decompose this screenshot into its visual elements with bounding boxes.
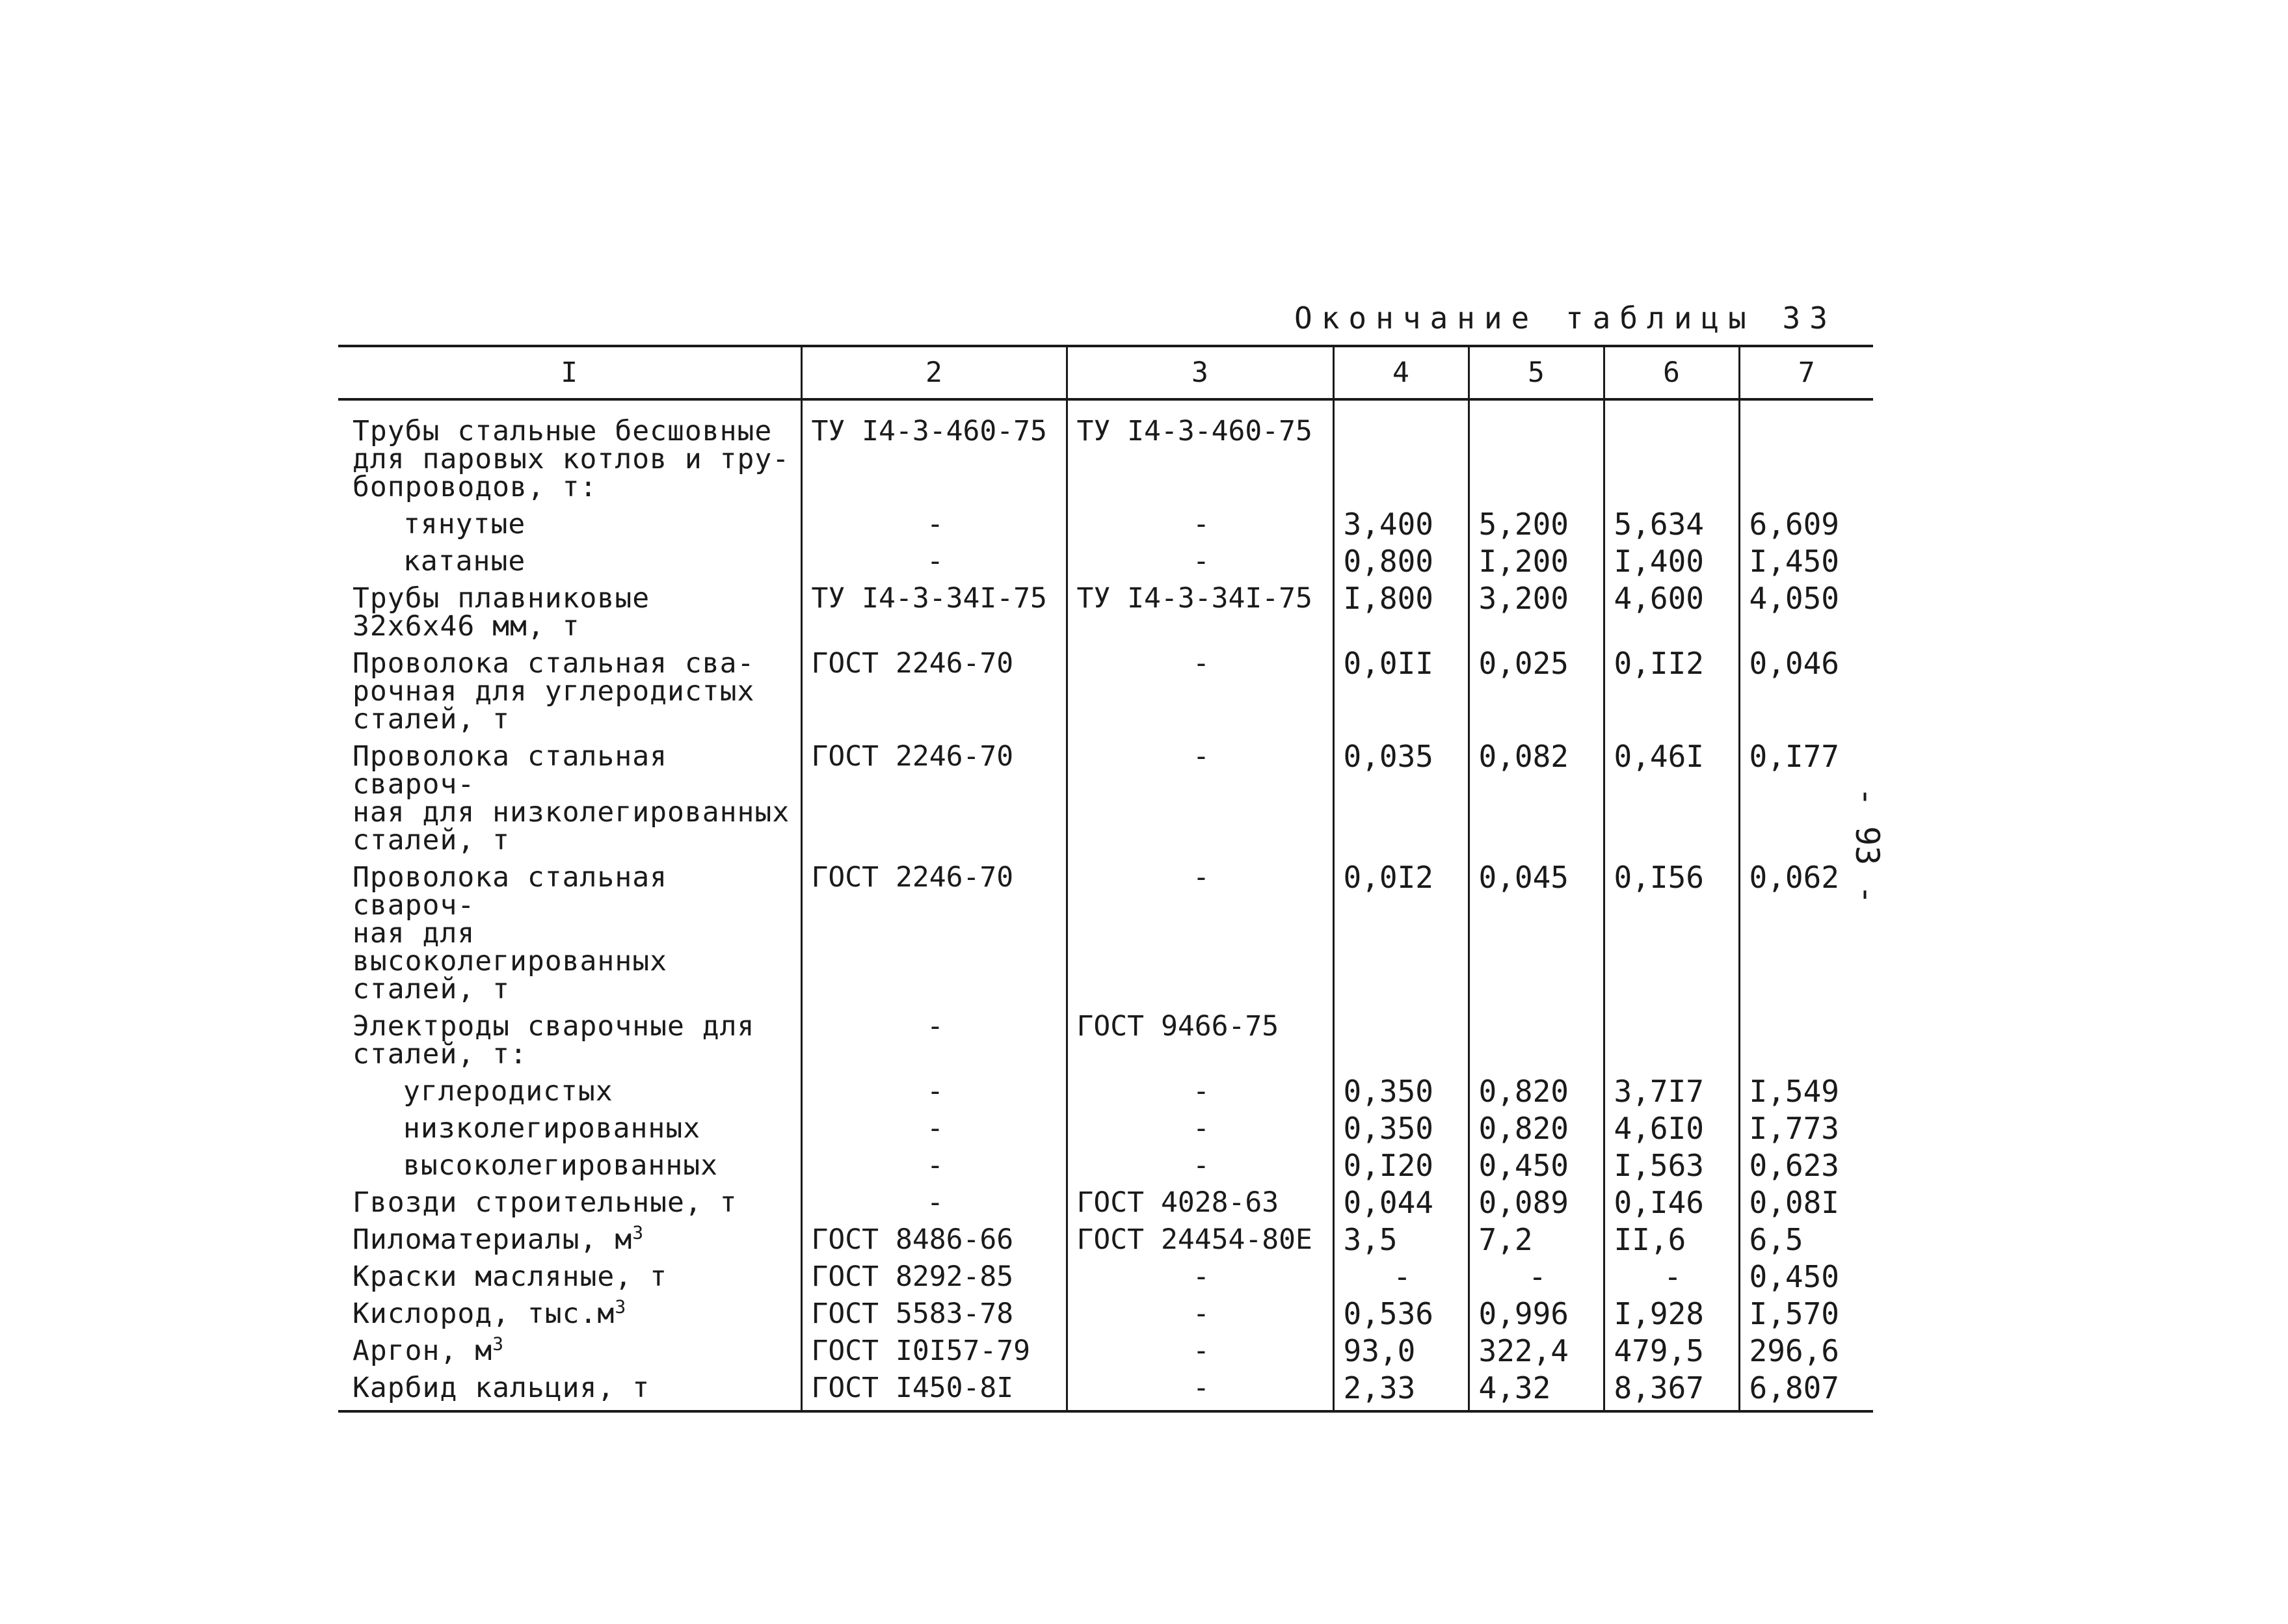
value-cell: 0,0II [1333,646,1469,739]
row-name: катаные [403,545,526,578]
value-cell [1604,1009,1739,1074]
row-name-cell [338,1370,801,1411]
value-cell: 322,4 [1469,1333,1604,1370]
standard-cell: ТУ I4-3-460-75 [801,399,1067,507]
table-caption: Окончание таблицы 33 [1294,300,1837,336]
standard-cell: - [1067,1333,1333,1370]
value-cell: 0,025 [1469,646,1604,739]
row-name: высоколегированных [403,1149,718,1182]
value-cell: 0,044 [1333,1185,1469,1222]
row-name: Гвозди строительные, т [353,1186,738,1219]
table-row [338,1222,1873,1259]
row-name-cell [338,1333,801,1370]
table-row [338,581,1873,646]
value-cell: 296,6 [1739,1333,1873,1370]
standard-cell: ТУ I4-3-460-75 [1067,399,1333,507]
standard-cell: ГОСТ 5583-78 [801,1296,1067,1333]
table-row [338,1074,1873,1111]
standard-cell: - [801,1009,1067,1074]
value-cell: 4,6I0 [1604,1111,1739,1148]
table-row [338,507,1873,544]
standard-cell: ТУ I4-3-34I-75 [801,581,1067,646]
value-cell: 0,623 [1739,1148,1873,1185]
table-row [338,646,1873,739]
row-name-cell [338,860,801,1009]
value-cell: 7,2 [1469,1222,1604,1259]
value-cell: 6,5 [1739,1222,1873,1259]
value-cell: 0,350 [1333,1111,1469,1148]
standard-cell: - [1067,1074,1333,1111]
standard-cell: - [1067,1296,1333,1333]
value-cell: 0,800 [1333,544,1469,581]
unit-superscript: 3 [492,1333,504,1355]
value-cell: 0,I77 [1739,739,1873,860]
value-cell: 0,062 [1739,860,1873,1009]
row-name-cell [338,1111,801,1148]
row-name: низколегированных [403,1112,701,1145]
standard-cell: - [1067,1111,1333,1148]
value-cell: 3,7I7 [1604,1074,1739,1111]
row-name: Проволока стальная свароч- ная для высоколегированных сталей, т [353,861,667,1005]
row-name-cell [338,1259,801,1296]
value-cell: 479,5 [1604,1333,1739,1370]
page-number: - 93 - [1848,787,1886,905]
value-cell: I,400 [1604,544,1739,581]
value-cell: 0,II2 [1604,646,1739,739]
standard-cell: - [1067,507,1333,544]
standard-cell: - [1067,739,1333,860]
value-cell: 0,046 [1739,646,1873,739]
standard-cell: - [801,544,1067,581]
value-cell: 0,082 [1469,739,1604,860]
value-cell: I,200 [1469,544,1604,581]
standard-cell: ГОСТ 8486-66 [801,1222,1067,1259]
standard-cell: - [801,1148,1067,1185]
value-cell: 6,609 [1739,507,1873,544]
column-header: 5 [1469,346,1604,399]
value-cell: 0,08I [1739,1185,1873,1222]
standard-cell: ГОСТ I450-8I [801,1370,1067,1411]
row-name-cell [338,1296,801,1333]
row-name-cell [338,1222,801,1259]
value-cell: 4,050 [1739,581,1873,646]
value-cell: I,928 [1604,1296,1739,1333]
standard-cell: - [1067,1148,1333,1185]
table-row [338,544,1873,581]
value-cell: I,773 [1739,1111,1873,1148]
row-name: Краски масляные, т [353,1260,667,1293]
table-row [338,1370,1873,1411]
value-cell: 93,0 [1333,1333,1469,1370]
row-name-cell [338,544,801,581]
row-name-cell [338,1074,801,1111]
table-row [338,1296,1873,1333]
standard-cell: - [1067,544,1333,581]
standard-cell: - [1067,1370,1333,1411]
table-row [338,739,1873,860]
value-cell: 0,350 [1333,1074,1469,1111]
row-name: тянутые [403,508,526,540]
column-header: 7 [1739,346,1873,399]
materials-table [338,345,1873,1413]
standard-cell: ГОСТ 2246-70 [801,739,1067,860]
value-cell: 5,200 [1469,507,1604,544]
column-header: 4 [1333,346,1469,399]
value-cell: 0,46I [1604,739,1739,860]
value-cell: 4,600 [1604,581,1739,646]
value-cell: 5,634 [1604,507,1739,544]
value-cell: I,549 [1739,1074,1873,1111]
value-cell: 6,807 [1739,1370,1873,1411]
row-name: Электроды сварочные для сталей, т: [353,1010,755,1071]
table-row [338,1009,1873,1074]
standard-cell: ГОСТ 9466-75 [1067,1009,1333,1074]
value-cell: 4,32 [1469,1370,1604,1411]
value-cell: 0,450 [1469,1148,1604,1185]
value-cell: 0,0I2 [1333,860,1469,1009]
standard-cell: ГОСТ I0I57-79 [801,1333,1067,1370]
column-header: I [338,346,801,399]
row-name: Пиломатериалы, м [353,1223,633,1256]
table-row [338,1185,1873,1222]
table-row [338,1333,1873,1370]
value-cell: 0,536 [1333,1296,1469,1333]
value-cell: 0,I46 [1604,1185,1739,1222]
value-cell: 0,045 [1469,860,1604,1009]
value-cell [1739,399,1873,507]
row-name: Кислород, тыс.м [353,1298,615,1330]
row-name-cell [338,646,801,739]
table-row [338,1111,1873,1148]
value-cell: 3,200 [1469,581,1604,646]
unit-superscript: 3 [615,1296,627,1318]
row-name: Карбид кальция, т [353,1372,650,1404]
standard-cell: - [1067,1259,1333,1296]
table-row [338,399,1873,507]
row-name: углеродистых [403,1075,613,1108]
row-name-cell [338,399,801,507]
row-name: Проволока стальная сва- рочная для углеродистых сталей, т [353,647,755,736]
column-header: 6 [1604,346,1739,399]
unit-superscript: 3 [632,1221,645,1244]
standard-cell: ГОСТ 2246-70 [801,646,1067,739]
value-cell: I,570 [1739,1296,1873,1333]
value-cell: 0,089 [1469,1185,1604,1222]
standard-cell: ГОСТ 24454-80Е [1067,1222,1333,1259]
table-row [338,1148,1873,1185]
standard-cell: - [801,1185,1067,1222]
standard-cell: - [1067,860,1333,1009]
value-cell: 2,33 [1333,1370,1469,1411]
row-name-cell [338,1185,801,1222]
value-cell: 0,820 [1469,1074,1604,1111]
table-row [338,860,1873,1009]
value-cell: 3,5 [1333,1222,1469,1259]
value-cell: - [1469,1259,1604,1296]
row-name: Трубы плавниковые 32х6х46 мм, т [353,582,650,643]
standard-cell: - [1067,646,1333,739]
standard-cell: ГОСТ 2246-70 [801,860,1067,1009]
row-name: Проволока стальная свароч- ная для низколегированных сталей, т [353,740,790,857]
value-cell [1469,1009,1604,1074]
table [338,345,1873,1413]
row-name-cell [338,1009,801,1074]
standard-cell: - [801,507,1067,544]
column-header: 2 [801,346,1067,399]
value-cell: I,450 [1739,544,1873,581]
value-cell: I,800 [1333,581,1469,646]
value-cell: 0,035 [1333,739,1469,860]
row-name-cell [338,581,801,646]
row-name: Аргон, м [353,1335,493,1367]
value-cell: I,563 [1604,1148,1739,1185]
row-name-cell [338,507,801,544]
value-cell: 0,I56 [1604,860,1739,1009]
value-cell: 0,820 [1469,1111,1604,1148]
standard-cell: - [801,1111,1067,1148]
standard-cell: - [801,1074,1067,1111]
standard-cell: ГОСТ 4028-63 [1067,1185,1333,1222]
row-name: Трубы стальные бесшовные для паровых котлов и тру- бопроводов, т: [353,415,790,503]
column-header: 3 [1067,346,1333,399]
value-cell: - [1333,1259,1469,1296]
row-name-cell [338,739,801,860]
row-name-cell [338,1148,801,1185]
value-cell: 0,I20 [1333,1148,1469,1185]
value-cell: 0,450 [1739,1259,1873,1296]
value-cell [1333,399,1469,507]
value-cell: 0,996 [1469,1296,1604,1333]
value-cell: 3,400 [1333,507,1469,544]
value-cell: - [1604,1259,1739,1296]
header-row [338,346,1873,399]
value-cell [1739,1009,1873,1074]
value-cell [1604,399,1739,507]
table-row [338,1259,1873,1296]
value-cell [1333,1009,1469,1074]
value-cell: II,6 [1604,1222,1739,1259]
value-cell: 8,367 [1604,1370,1739,1411]
value-cell [1469,399,1604,507]
standard-cell: ГОСТ 8292-85 [801,1259,1067,1296]
standard-cell: ТУ I4-3-34I-75 [1067,581,1333,646]
